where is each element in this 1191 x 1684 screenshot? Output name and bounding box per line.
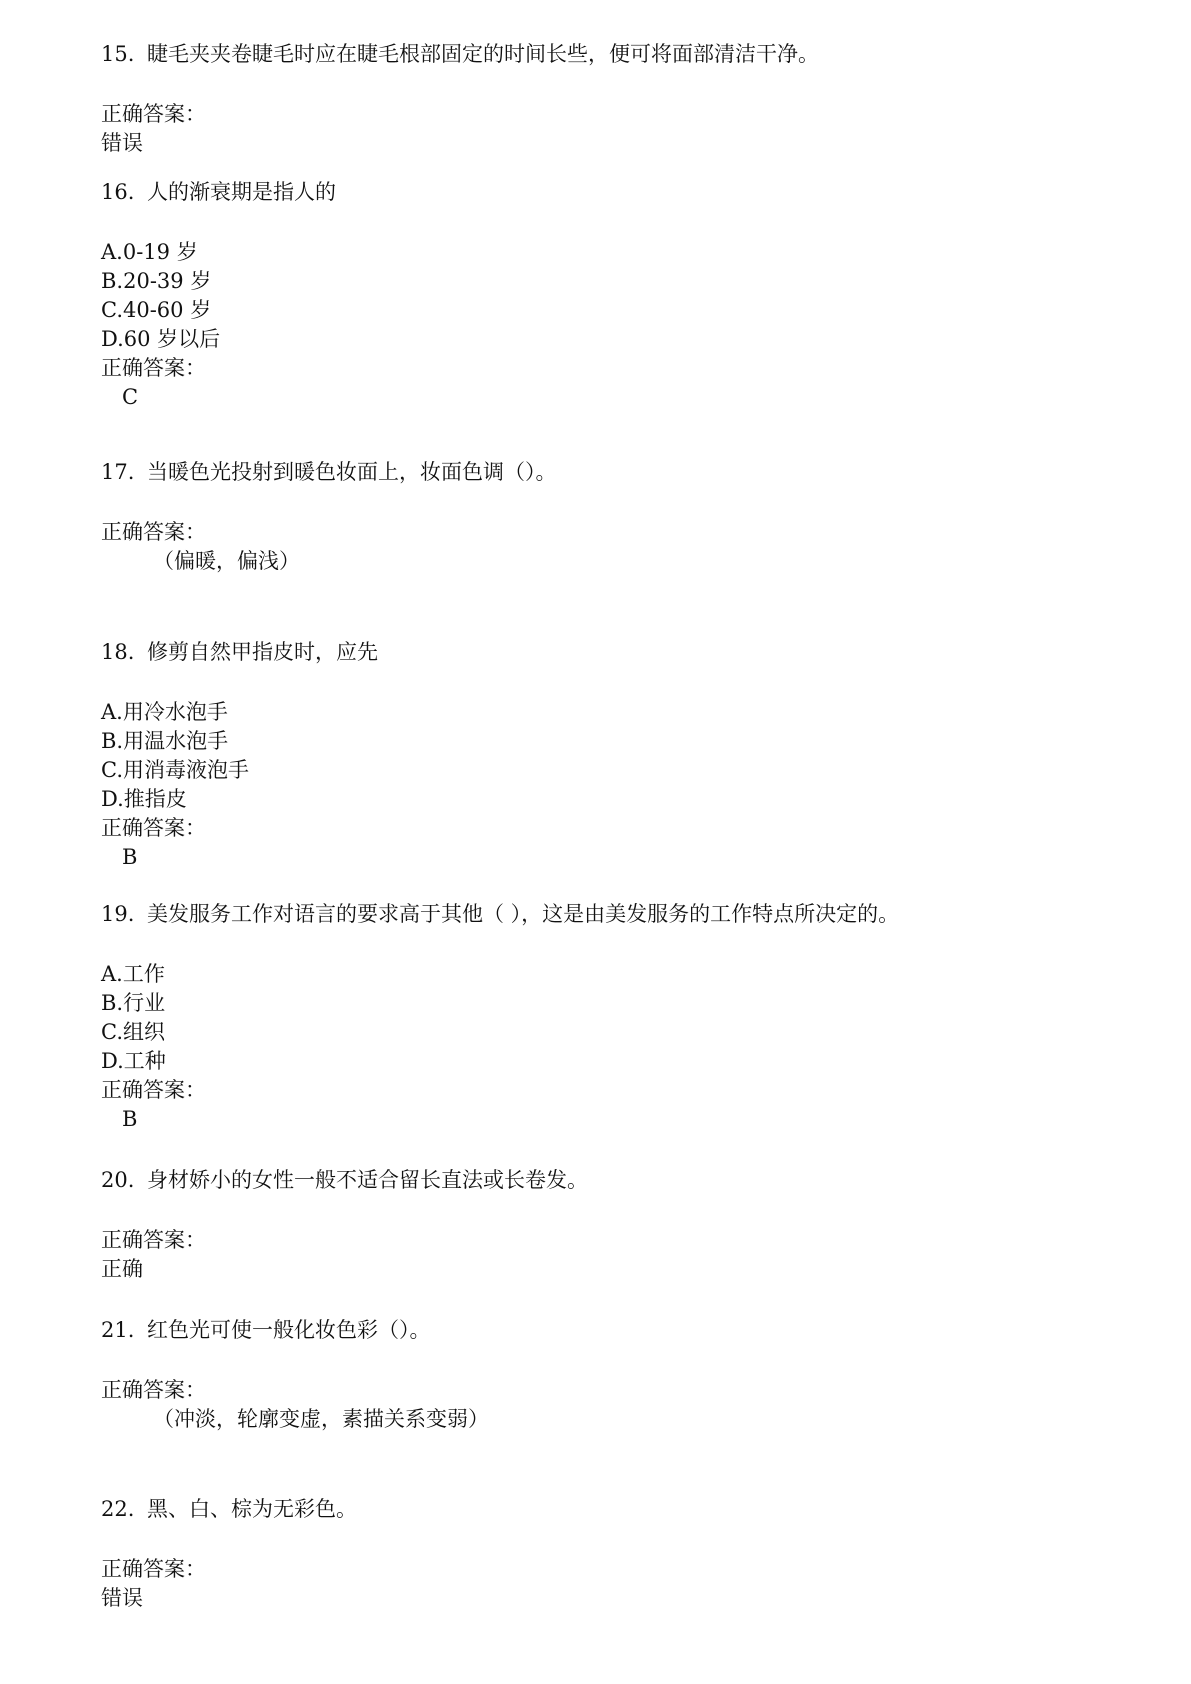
answer-label: 正确答案： <box>101 1557 206 1581</box>
question-18 <box>101 638 1121 872</box>
option-b: B.20-39 岁 <box>101 269 212 293</box>
answer-label: 正确答案： <box>101 1078 206 1102</box>
option-b: B.行业 <box>101 991 166 1015</box>
question-text: 睫毛夹夹卷睫毛时应在睫毛根部固定的时间长些，便可将面部清洁干净。 <box>147 42 819 66</box>
question-text: 美发服务工作对语言的要求高于其他（ ），这是由美发服务的工作特点所决定的。 <box>147 902 900 926</box>
answer-value: 错误 <box>101 131 143 155</box>
question-text: 修剪自然甲指皮时，应先 <box>147 640 378 664</box>
answer-label: 正确答案： <box>101 1378 206 1402</box>
question-number: 17. <box>101 460 135 484</box>
question-number: 22. <box>101 1497 135 1521</box>
option-c: C.40-60 岁 <box>101 298 212 322</box>
question-text: 当暖色光投射到暖色妆面上，妆面色调（）。 <box>147 460 557 484</box>
option-c: C.用消毒液泡手 <box>101 758 249 782</box>
answer-label: 正确答案： <box>101 816 206 840</box>
question-text: 黑、白、棕为无彩色。 <box>147 1497 357 1521</box>
option-d: D.60 岁以后 <box>101 327 221 351</box>
question-stem <box>101 1316 1121 1345</box>
option-c: C.组织 <box>101 1020 165 1044</box>
question-number: 19. <box>101 902 135 926</box>
option-d: D.推指皮 <box>101 787 187 811</box>
answer-label: 正确答案： <box>101 1228 206 1252</box>
answer-value: B <box>122 1107 138 1131</box>
question-17 <box>101 458 1121 576</box>
question-number: 15. <box>101 42 135 66</box>
question-text: 人的渐衰期是指人的 <box>147 180 336 204</box>
answer-label: 正确答案： <box>101 520 206 544</box>
question-21 <box>101 1316 1121 1434</box>
question-number: 20. <box>101 1168 135 1192</box>
answer-value: 错误 <box>101 1586 143 1610</box>
answer-label: 正确答案： <box>101 356 206 380</box>
answer-value: （冲淡，轮廓变虚，素描关系变弱） <box>153 1407 489 1431</box>
question-stem <box>101 1166 1121 1195</box>
question-22 <box>101 1495 1121 1613</box>
question-19 <box>101 900 1121 1134</box>
option-d: D.工种 <box>101 1049 166 1073</box>
answer-value: C <box>122 385 139 409</box>
option-b: B.用温水泡手 <box>101 729 229 753</box>
question-stem <box>101 900 1121 929</box>
question-stem <box>101 638 1121 667</box>
question-number: 21. <box>101 1318 135 1342</box>
question-stem <box>101 458 1121 487</box>
question-stem <box>101 178 1121 207</box>
question-number: 16. <box>101 180 135 204</box>
question-text: 红色光可使一般化妆色彩（）。 <box>147 1318 431 1342</box>
question-stem <box>101 1495 1121 1524</box>
option-a: A.0-19 岁 <box>101 240 198 264</box>
question-number: 18. <box>101 640 135 664</box>
question-stem <box>101 40 1121 69</box>
answer-value: 正确 <box>101 1257 143 1281</box>
answer-value: （偏暖，偏浅） <box>153 549 300 573</box>
option-a: A.工作 <box>101 962 165 986</box>
answer-value: B <box>122 845 138 869</box>
question-15 <box>101 40 1121 158</box>
question-16 <box>101 178 1121 412</box>
answer-label: 正确答案： <box>101 102 206 126</box>
question-20 <box>101 1166 1121 1284</box>
question-text: 身材娇小的女性一般不适合留长直法或长卷发。 <box>147 1168 588 1192</box>
option-a: A.用冷水泡手 <box>101 700 228 724</box>
